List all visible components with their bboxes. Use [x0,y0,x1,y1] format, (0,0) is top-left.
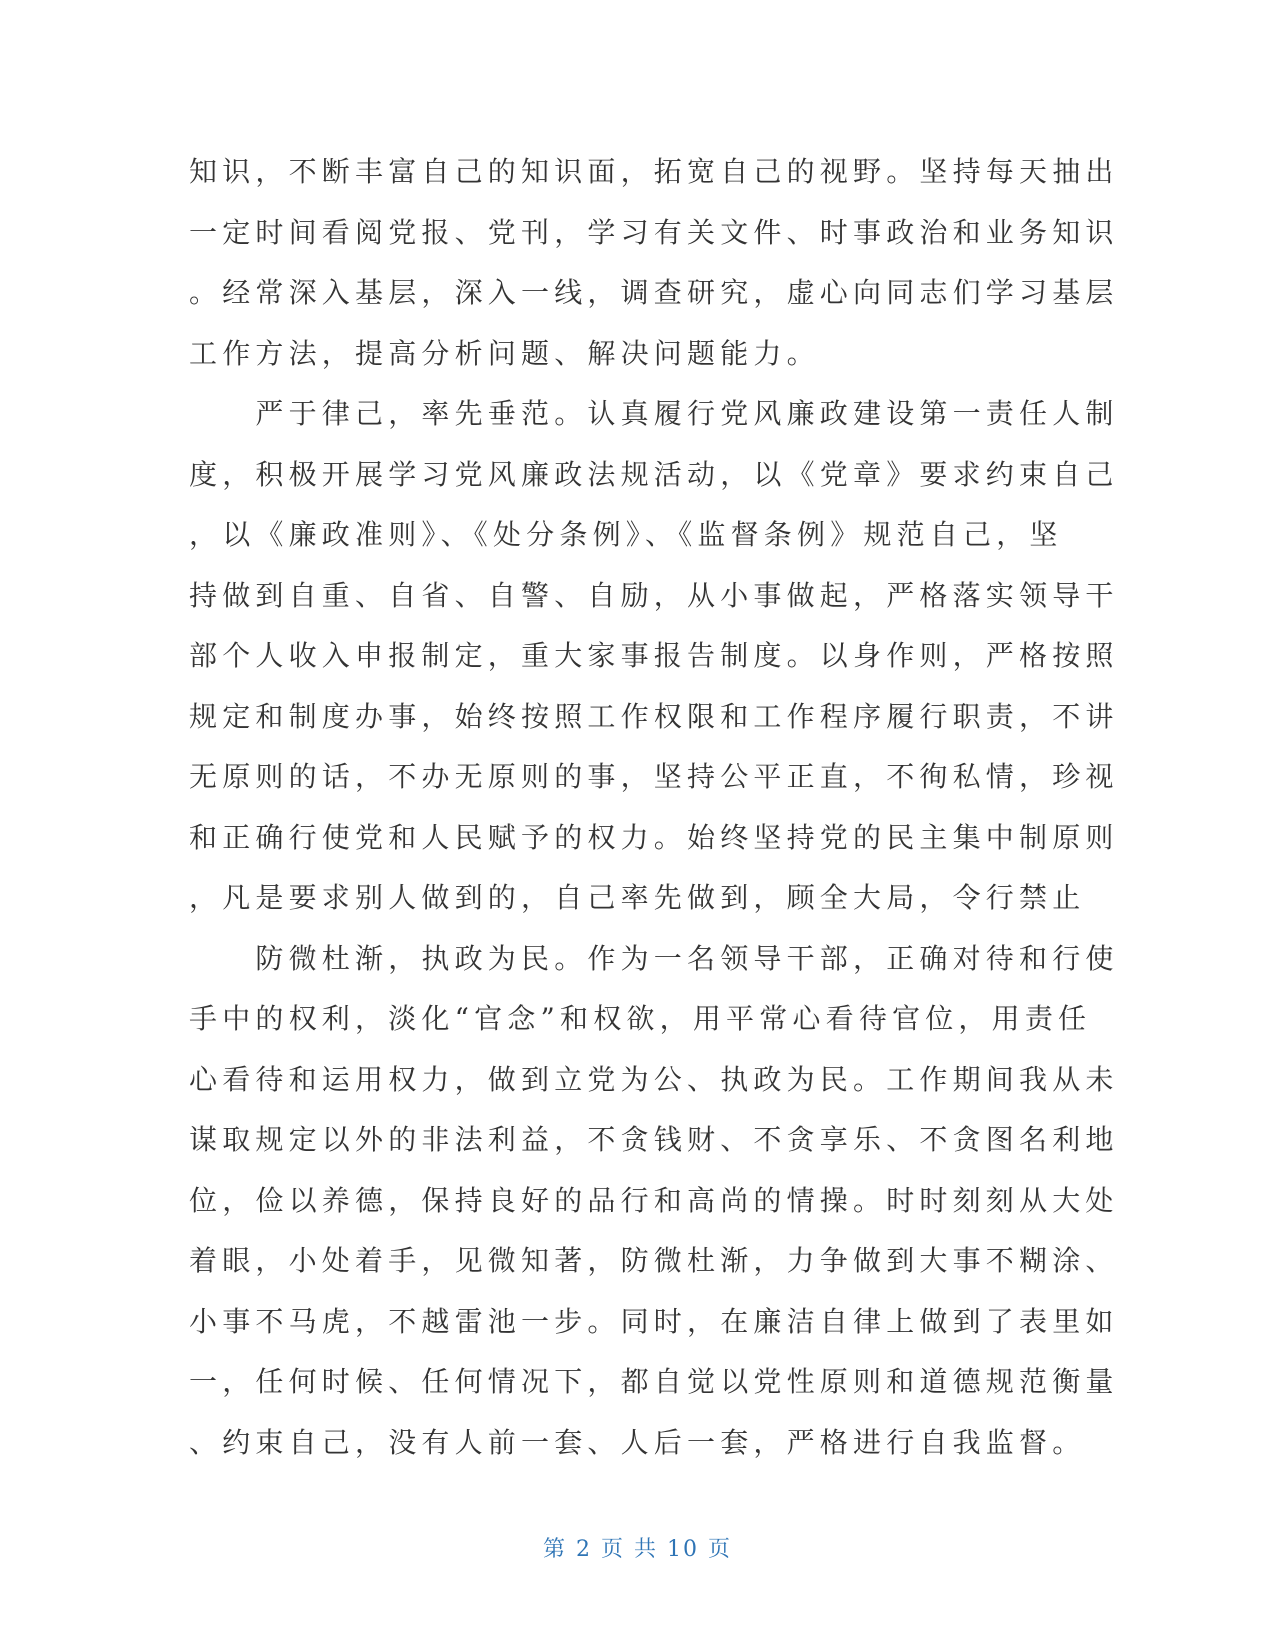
text-line: 小事不马虎，不越雷池一步。同时，在廉洁自律上做到了表里如 [189,1304,1119,1338]
text-line: 手中的权利，淡化“官念”和权欲，用平常心看待官位，用责任 [189,1002,1092,1035]
text-line: 严于律己，率先垂范。认真履行党风廉政建设第一责任人制 [189,397,1119,430]
text-line: 度，积极开展学习党风廉政法规活动，以《党章》要求约束自己 [189,457,1119,491]
text-line: 无原则的话，不办无原则的事，坚持公平正直，不徇私情，珍视 [189,760,1119,793]
text-line: 部个人收入申报制定，重大家事报告制度。以身作则，严格按照 [189,639,1119,672]
text-line: 规定和制度办事，始终按照工作权限和工作程序履行职责，不讲 [189,699,1119,733]
text-line: 持做到自重、自省、自警、自励，从小事做起，严格落实领导干 [189,578,1119,612]
text-line: 心看待和运用权力，做到立党为公、执政为民。工作期间我从未 [189,1062,1119,1096]
text-line: 着眼，小处着手，见微知著，防微杜渐，力争做到大事不糊涂、 [189,1244,1119,1277]
text-line: 知识，不断丰富自己的知识面，拓宽自己的视野。坚持每天抽出 [189,155,1119,188]
page-number: 第 2 页 共 10 页 [543,1537,732,1562]
text-line: ，凡是要求别人做到的，自己率先做到，顾全大局，令行禁止 [189,881,1086,914]
text-line: 一定时间看阅党报、党刊，学习有关文件、时事政治和业务知识 [189,215,1119,249]
text-line: 工作方法，提高分析问题、解决问题能力。 [189,336,820,370]
text-line: 位，俭以养德，保持良好的品行和高尚的情操。时时刻刻从大处 [189,1183,1119,1217]
text-line: 谋取规定以外的非法利益，不贪钱财、不贪享乐、不贪图名利地 [189,1123,1119,1156]
page-footer [0,1532,1275,1563]
text-line: 防微杜渐，执政为民。作为一名领导干部，正确对待和行使 [189,941,1119,975]
text-line: 。经常深入基层，深入一线，调查研究，虚心向同志们学习基层 [189,276,1119,309]
text-line: 一，任何时候、任何情况下，都自觉以党性原则和道德规范衡量 [189,1365,1119,1398]
text-line: 和正确行使党和人民赋予的权力。始终坚持党的民主集中制原则 [189,820,1119,854]
text-line: 、约束自己，没有人前一套、人后一套，严格进行自我监督。 [189,1425,1086,1459]
text-line: ，以《廉政准则》、《处分条例》、《监督条例》规范自己，坚 [189,518,1063,551]
body-text [189,142,1119,1473]
